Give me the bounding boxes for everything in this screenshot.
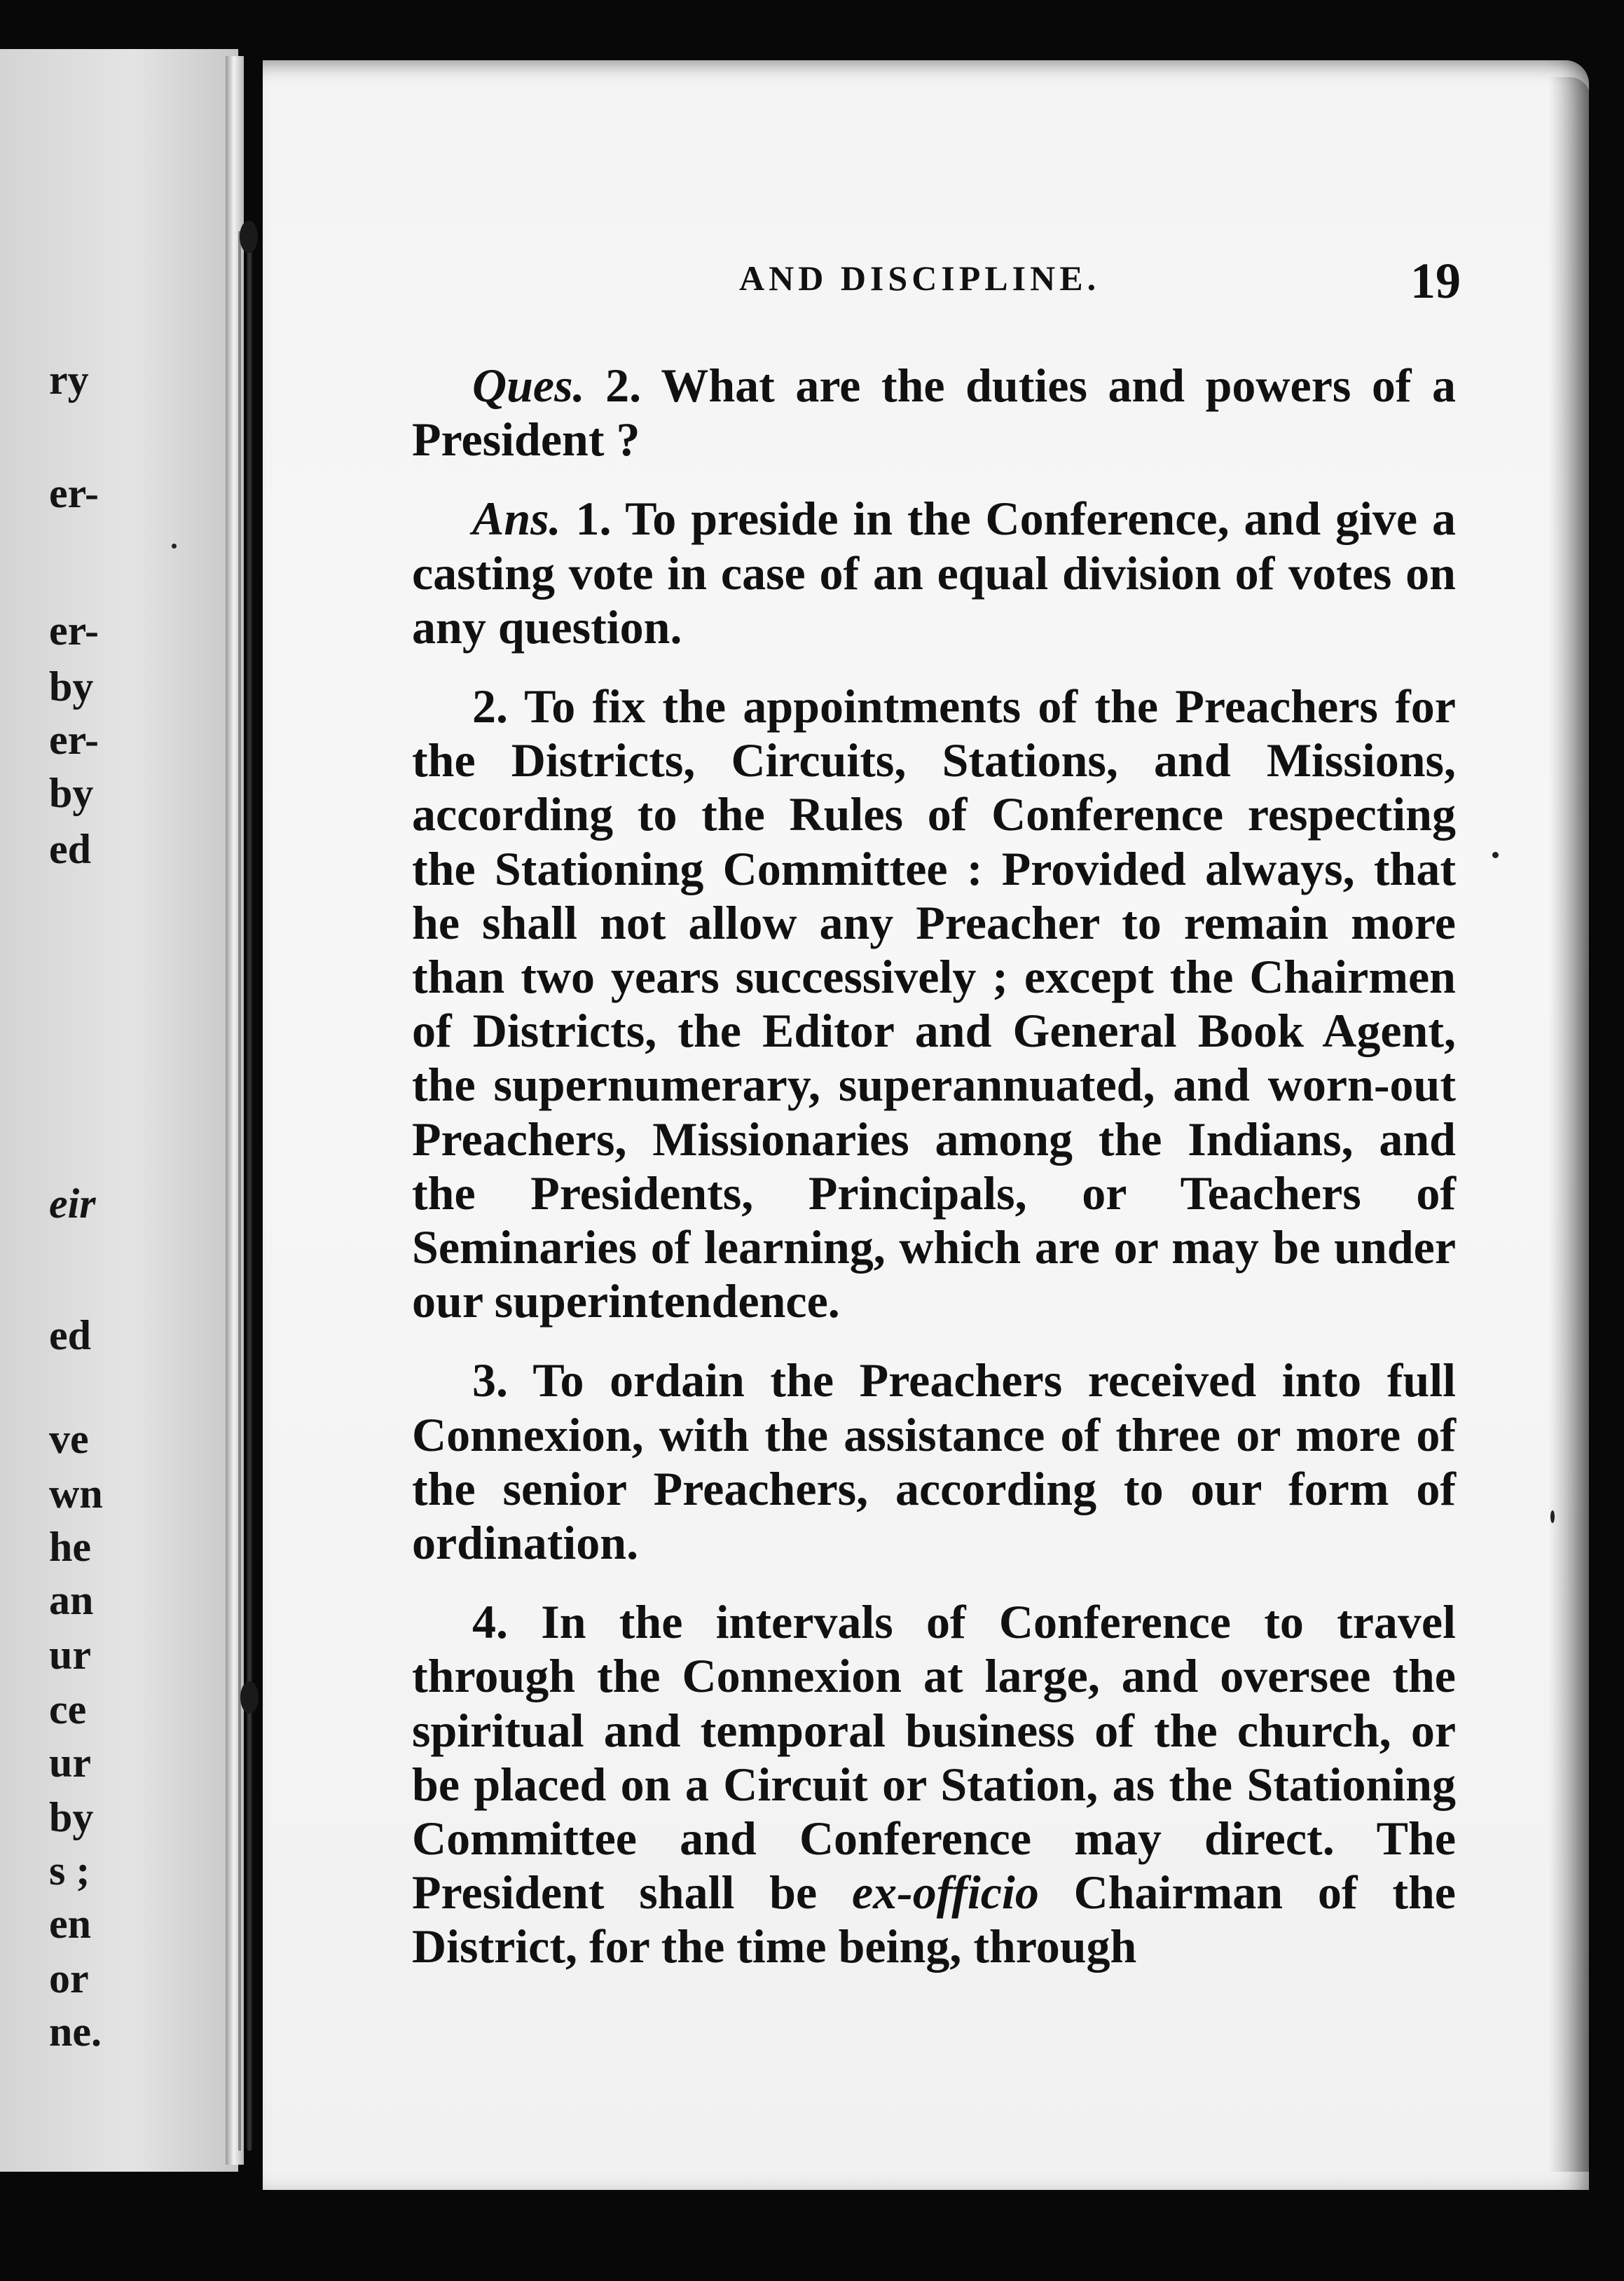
- running-head: AND DISCIPLINE.: [739, 259, 1101, 298]
- binding-thread: [247, 231, 252, 2151]
- previous-page-sliver: [0, 49, 238, 2172]
- line-fragment: ve: [49, 1416, 89, 1462]
- question-label: Ques.: [472, 359, 585, 412]
- line-fragment: he: [49, 1524, 91, 1570]
- paragraph-text: 3. To ordain the Preachers received into full Connexion, with the assistance of three or more of the senior Preachers, according to our form of ordination.: [412, 1353, 1456, 1570]
- line-fragment: an: [49, 1577, 94, 1623]
- line-fragment: en: [49, 1901, 91, 1947]
- line-fragment: by: [49, 1794, 94, 1840]
- line-fragment: or: [49, 1955, 89, 2001]
- answer-paragraph-1: [412, 492, 1456, 654]
- binding-knot: [240, 1681, 259, 1714]
- ink-speck: [172, 544, 177, 549]
- line-fragment: ry: [49, 357, 89, 403]
- binding-knot: [240, 221, 258, 253]
- answer-paragraph-2: [412, 680, 1456, 1328]
- page-header: [739, 252, 1461, 308]
- ink-speck: [1492, 852, 1499, 858]
- paragraph-text: 4. In the intervals of Conference to travel through the Connexion at large, and oversee the spiritual and temporal business of the church, or be placed on a Circuit or Station, as the Stationing Committee and Conference may direct. The President shall be: [412, 1595, 1456, 1920]
- line-fragment: by: [49, 770, 94, 816]
- line-fragment: ur: [49, 1739, 91, 1786]
- line-fragment: er-: [49, 470, 99, 516]
- line-fragment: ne.: [49, 2008, 102, 2055]
- line-fragment: ur: [49, 1632, 91, 1678]
- line-fragment: ce: [49, 1686, 87, 1732]
- paragraph-text: 1. To preside in the Conference, and give a casting vote in case of an equal division of votes on any question.: [412, 492, 1456, 654]
- binding-thread-shadow: [238, 231, 241, 2151]
- body-text: [412, 359, 1456, 1974]
- line-fragment: eir: [49, 1180, 96, 1227]
- line-fragment: s ;: [49, 1847, 90, 1894]
- answer-paragraph-3: [412, 1353, 1456, 1570]
- paragraph-text: 2. What are the duties and powers of a President ?: [412, 359, 1456, 467]
- line-fragment: wn: [49, 1470, 103, 1517]
- line-fragment: er-: [49, 607, 99, 654]
- latin-term: ex-officio: [851, 1866, 1039, 1920]
- previous-page-text-fragments: [0, 49, 238, 2172]
- question-paragraph: [412, 359, 1456, 467]
- page-number: 19: [1410, 253, 1461, 309]
- line-fragment: er-: [49, 717, 99, 763]
- answer-label: Ans.: [472, 492, 561, 546]
- line-fragment: ed: [49, 1312, 91, 1358]
- line-fragment: by: [49, 663, 94, 710]
- answer-paragraph-4: [412, 1595, 1456, 1973]
- paragraph-text: 2. To fix the appointments of the Preachers for the Districts, Circuits, Stations, and Missions, according to the Rules of Conference respecting the Stationing Committee : Provided always, that he shall not allow any Preacher to remain more than two years successively ; except the Chairmen of Districts, the Editor and General Book Agent, the supernumerary, superannuated, and worn-out Preachers, Missionaries among the Indians, and the Presidents, Principals, or Teachers of Seminaries of learning, which are or may be under our superintendence.: [412, 680, 1456, 1328]
- line-fragment: ed: [49, 826, 91, 872]
- paragraph-text: Chairman of the District, for the time being, through: [412, 1866, 1456, 1973]
- page-curl-shadow: [1548, 77, 1590, 2172]
